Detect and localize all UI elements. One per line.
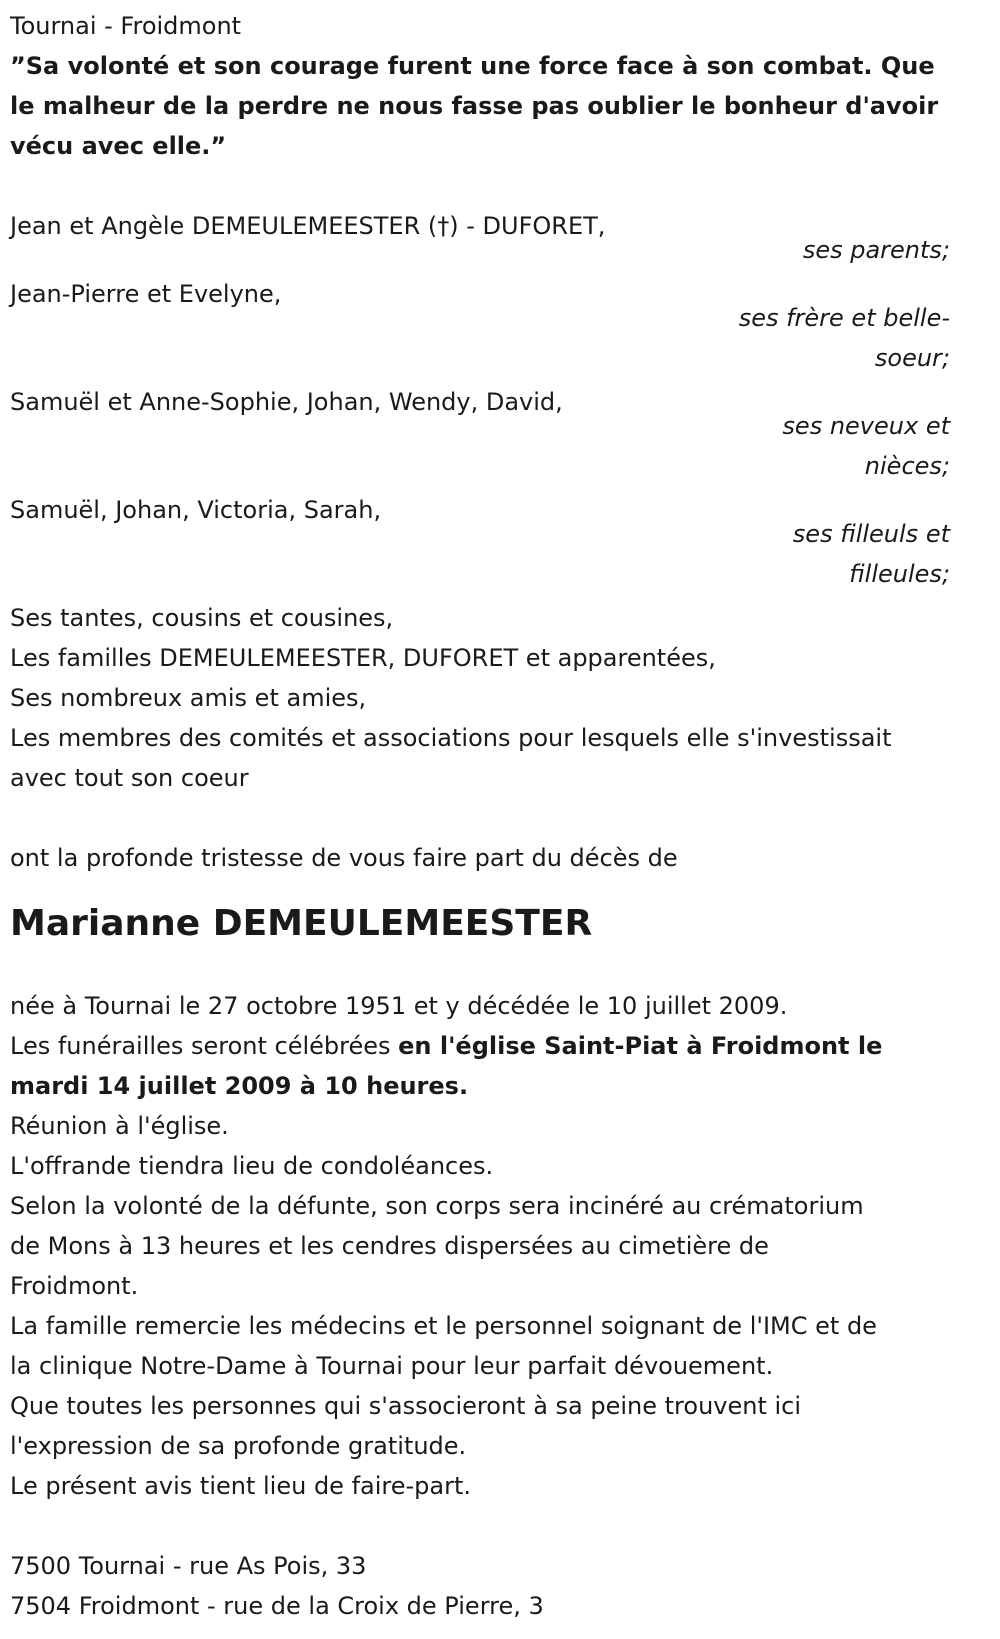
birth-death-line: née à Tournai le 27 octobre 1951 et y décédée le 10 juillet 2009. — [10, 992, 788, 1020]
detail-line: l'expression de sa profonde gratitude. — [10, 1432, 467, 1460]
family-entry-parents — [10, 206, 990, 270]
detail-line: Que toutes les personnes qui s'associeront à sa peine trouvent ici — [10, 1392, 802, 1420]
family-role: ses neveux et nièces; — [782, 412, 950, 480]
family-names: Samuël, Johan, Victoria, Sarah, — [10, 496, 382, 524]
address-line: 7504 Froidmont - rue de la Croix de Pierre, 3 — [10, 1592, 544, 1620]
detail-line: la clinique Notre-Dame à Tournai pour leur parfait dévouement. — [10, 1352, 774, 1380]
detail-line: Froidmont. — [10, 1272, 139, 1300]
family-role: ses parents; — [802, 236, 950, 264]
others-line: Ses nombreux amis et amies, — [10, 684, 367, 712]
others-line: Les membres des comités et associations pour lesquels elle s'investissait — [10, 724, 892, 752]
spacer — [10, 166, 990, 206]
detail-line: de Mons à 13 heures et les cendres dispersées au cimetière de — [10, 1232, 769, 1260]
deceased-name: Marianne DEMEULEMEESTER — [10, 903, 593, 944]
spacer — [10, 1506, 990, 1546]
detail-line: Réunion à l'église. — [10, 1112, 229, 1140]
spacer — [10, 798, 990, 838]
others-line: Les familles DEMEULEMEESTER, DUFORET et apparentées, — [10, 644, 716, 672]
announcement-text: ont la profonde tristesse de vous faire part du décès de — [10, 844, 678, 872]
family-names: Jean-Pierre et Evelyne, — [10, 280, 282, 308]
family-entry-nephews — [10, 382, 990, 486]
family-role: ses frère et belle- soeur; — [738, 304, 950, 372]
family-entry-godchildren — [10, 490, 990, 594]
funeral-date-line: mardi 14 juillet 2009 à 10 heures. — [10, 1072, 469, 1100]
address-line: 7500 Tournai - rue As Pois, 33 — [10, 1552, 367, 1580]
family-names: Jean et Angèle DEMEULEMEESTER (†) - DUFORET, — [10, 212, 606, 240]
family-role: ses filleuls et filleules; — [792, 520, 950, 588]
family-names: Samuël et Anne-Sophie, Johan, Wendy, David, — [10, 388, 563, 416]
others-line: avec tout son coeur — [10, 764, 249, 792]
detail-line: La famille remercie les médecins et le personnel soignant de l'IMC et de — [10, 1312, 877, 1340]
funeral-line: Les funérailles seront célébrées en l'église Saint-Piat à Froidmont le — [10, 1032, 883, 1060]
location-header: Tournai - Froidmont — [10, 12, 242, 40]
others-line: Ses tantes, cousins et cousines, — [10, 604, 394, 632]
detail-line: Selon la volonté de la défunte, son corps sera incinéré au crématorium — [10, 1192, 864, 1220]
detail-line: Le présent avis tient lieu de faire-part. — [10, 1472, 472, 1500]
detail-line: L'offrande tiendra lieu de condoléances. — [10, 1152, 494, 1180]
memorial-quote: ”Sa volonté et son courage furent une force face à son combat. Que le malheur de la perdre ne nous fasse pas oublier le bonheur d'avoir vécu avec elle.” — [10, 52, 939, 160]
obituary-notice — [10, 6, 990, 1626]
family-entry-siblings — [10, 274, 990, 378]
